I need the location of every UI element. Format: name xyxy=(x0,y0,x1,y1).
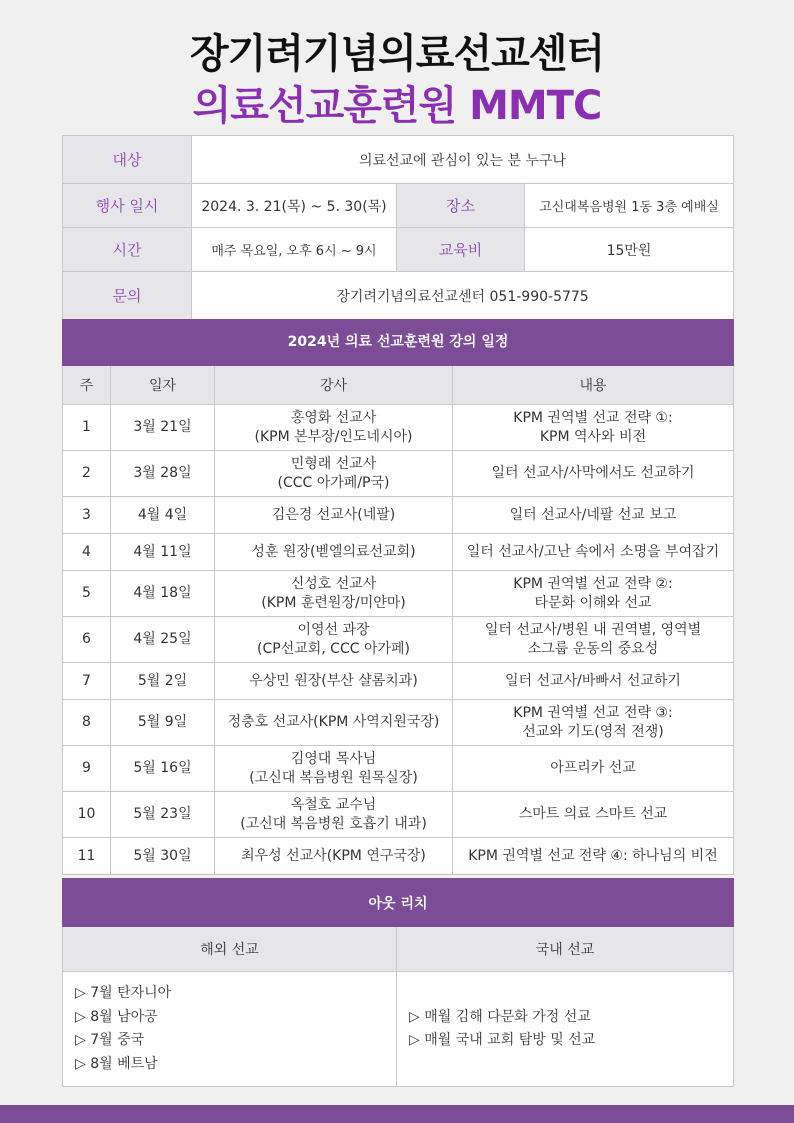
event-info-table xyxy=(62,135,734,320)
bottom-accent-bar xyxy=(0,1105,794,1123)
schedule-content-cell: KPM 권역별 선교 전략 ④: 하나님의 비전 xyxy=(453,838,734,875)
schedule-date-cell: 5월 30일 xyxy=(111,838,215,875)
schedule-row xyxy=(63,534,734,571)
page-subtitle: 의료선교훈련원 MMTC xyxy=(192,83,602,129)
schedule-row xyxy=(63,746,734,792)
place-value: 고신대복음병원 1동 3층 예배실 xyxy=(525,184,734,228)
schedule-content-cell: KPM 권역별 선교 전략 ①: KPM 역사와 비전 xyxy=(453,405,734,451)
domestic-item: ▷ 매월 국내 교회 탐방 및 선교 xyxy=(409,1032,596,1048)
schedule-row xyxy=(63,451,734,497)
schedule-content-cell: 일터 선교사/고난 속에서 소명을 부여잡기 xyxy=(453,534,734,571)
schedule-content-cell: 일터 선교사/바빠서 선교하기 xyxy=(453,663,734,700)
schedule-speaker-cell: 이영선 과장 (CP선교회, CCC 아가페) xyxy=(215,617,453,663)
schedule-week-cell: 11 xyxy=(63,838,111,875)
schedule-content-cell: KPM 권역별 선교 전략 ②: 타문화 이해와 선교 xyxy=(453,571,734,617)
schedule-content-cell: 일터 선교사/사막에서도 선교하기 xyxy=(453,451,734,497)
overseas-list xyxy=(63,972,397,1087)
overseas-label: 해외 선교 xyxy=(63,927,397,972)
schedule-row xyxy=(63,617,734,663)
schedule-speaker-cell: 김은경 선교사(네팔) xyxy=(215,497,453,534)
schedule-content-cell: 아프리카 선교 xyxy=(453,746,734,792)
schedule-date-cell: 3월 21일 xyxy=(111,405,215,451)
domestic-label: 국내 선교 xyxy=(397,927,734,972)
schedule-row xyxy=(63,571,734,617)
schedule-date-cell: 4월 25일 xyxy=(111,617,215,663)
schedule-speaker-cell: 신성호 선교사 (KPM 훈련원장/미얀마) xyxy=(215,571,453,617)
outreach-table xyxy=(62,878,734,1087)
col-header-date: 일자 xyxy=(111,366,215,405)
schedule-week-cell: 8 xyxy=(63,700,111,746)
col-header-week: 주 xyxy=(63,366,111,405)
schedule-week-cell: 2 xyxy=(63,451,111,497)
schedule-date-cell: 4월 18일 xyxy=(111,571,215,617)
schedule-week-cell: 9 xyxy=(63,746,111,792)
domestic-list xyxy=(397,972,734,1087)
schedule-content-cell: KPM 권역별 선교 전략 ③: 선교와 기도(영적 전쟁) xyxy=(453,700,734,746)
schedule-week-cell: 5 xyxy=(63,571,111,617)
schedule-row xyxy=(63,792,734,838)
schedule-date-cell: 5월 2일 xyxy=(111,663,215,700)
schedule-date-cell: 4월 11일 xyxy=(111,534,215,571)
schedule-week-cell: 4 xyxy=(63,534,111,571)
overseas-item: ▷ 8월 베트남 xyxy=(75,1055,158,1072)
overseas-item: ▷ 8월 남아공 xyxy=(75,1008,158,1025)
schedule-week-cell: 1 xyxy=(63,405,111,451)
schedule-row xyxy=(63,663,734,700)
col-header-content: 내용 xyxy=(453,366,734,405)
date-value: 2024. 3. 21(목) ~ 5. 30(목) xyxy=(192,184,397,228)
col-header-speaker: 강사 xyxy=(215,366,453,405)
schedule-date-cell: 5월 16일 xyxy=(111,746,215,792)
contact-label: 문의 xyxy=(63,272,192,320)
schedule-speaker-cell: 김영대 목사님 (고신대 복음병원 원목실장) xyxy=(215,746,453,792)
schedule-date-cell: 3월 28일 xyxy=(111,451,215,497)
date-label: 행사 일시 xyxy=(63,184,192,228)
lecture-schedule-table xyxy=(62,319,734,875)
schedule-row xyxy=(63,497,734,534)
schedule-speaker-cell: 성훈 원장(벧엘의료선교회) xyxy=(215,534,453,571)
domestic-item: ▷ 매월 김해 다문화 가정 선교 xyxy=(409,1008,591,1025)
place-label: 장소 xyxy=(397,184,525,228)
schedule-row xyxy=(63,700,734,746)
schedule-week-cell: 6 xyxy=(63,617,111,663)
overseas-item: ▷ 7월 탄자니아 xyxy=(75,985,172,1001)
schedule-speaker-cell: 정충호 선교사(KPM 사역지원국장) xyxy=(215,700,453,746)
target-value: 의료선교에 관심이 있는 분 누구나 xyxy=(192,136,734,184)
fee-value: 15만원 xyxy=(525,228,734,272)
schedule-week-cell: 10 xyxy=(63,792,111,838)
schedule-content-cell: 일터 선교사/병원 내 권역별, 영역별 소그룹 운동의 중요성 xyxy=(453,617,734,663)
outreach-title: 아웃 리치 xyxy=(63,879,734,927)
schedule-rows xyxy=(63,405,734,875)
schedule-speaker-cell: 홍영화 선교사 (KPM 본부장/인도네시아) xyxy=(215,405,453,451)
schedule-row xyxy=(63,838,734,875)
schedule-title: 2024년 의료 선교훈련원 강의 일정 xyxy=(63,320,734,366)
schedule-speaker-cell: 최우성 선교사(KPM 연구국장) xyxy=(215,838,453,875)
schedule-date-cell: 5월 23일 xyxy=(111,792,215,838)
target-label: 대상 xyxy=(63,136,192,184)
time-label: 시간 xyxy=(63,228,192,272)
schedule-week-cell: 3 xyxy=(63,497,111,534)
time-value: 매주 목요일, 오후 6시 ~ 9시 xyxy=(192,228,397,272)
schedule-date-cell: 5월 9일 xyxy=(111,700,215,746)
schedule-row xyxy=(63,405,734,451)
schedule-content-cell: 일터 선교사/네팔 선교 보고 xyxy=(453,497,734,534)
schedule-content-cell: 스마트 의료 스마트 선교 xyxy=(453,792,734,838)
overseas-item: ▷ 7월 중국 xyxy=(75,1032,145,1048)
fee-label: 교육비 xyxy=(397,228,525,272)
schedule-date-cell: 4월 4일 xyxy=(111,497,215,534)
page-title: 장기려기념의료선교센터 xyxy=(189,31,605,77)
schedule-speaker-cell: 민형래 선교사 (CCC 아가페/P국) xyxy=(215,451,453,497)
schedule-week-cell: 7 xyxy=(63,663,111,700)
schedule-speaker-cell: 우상민 원장(부산 샬롬치과) xyxy=(215,663,453,700)
contact-value: 장기려기념의료선교센터 051-990-5775 xyxy=(192,272,734,320)
schedule-speaker-cell: 옥철호 교수님 (고신대 복음병원 호흡기 내과) xyxy=(215,792,453,838)
